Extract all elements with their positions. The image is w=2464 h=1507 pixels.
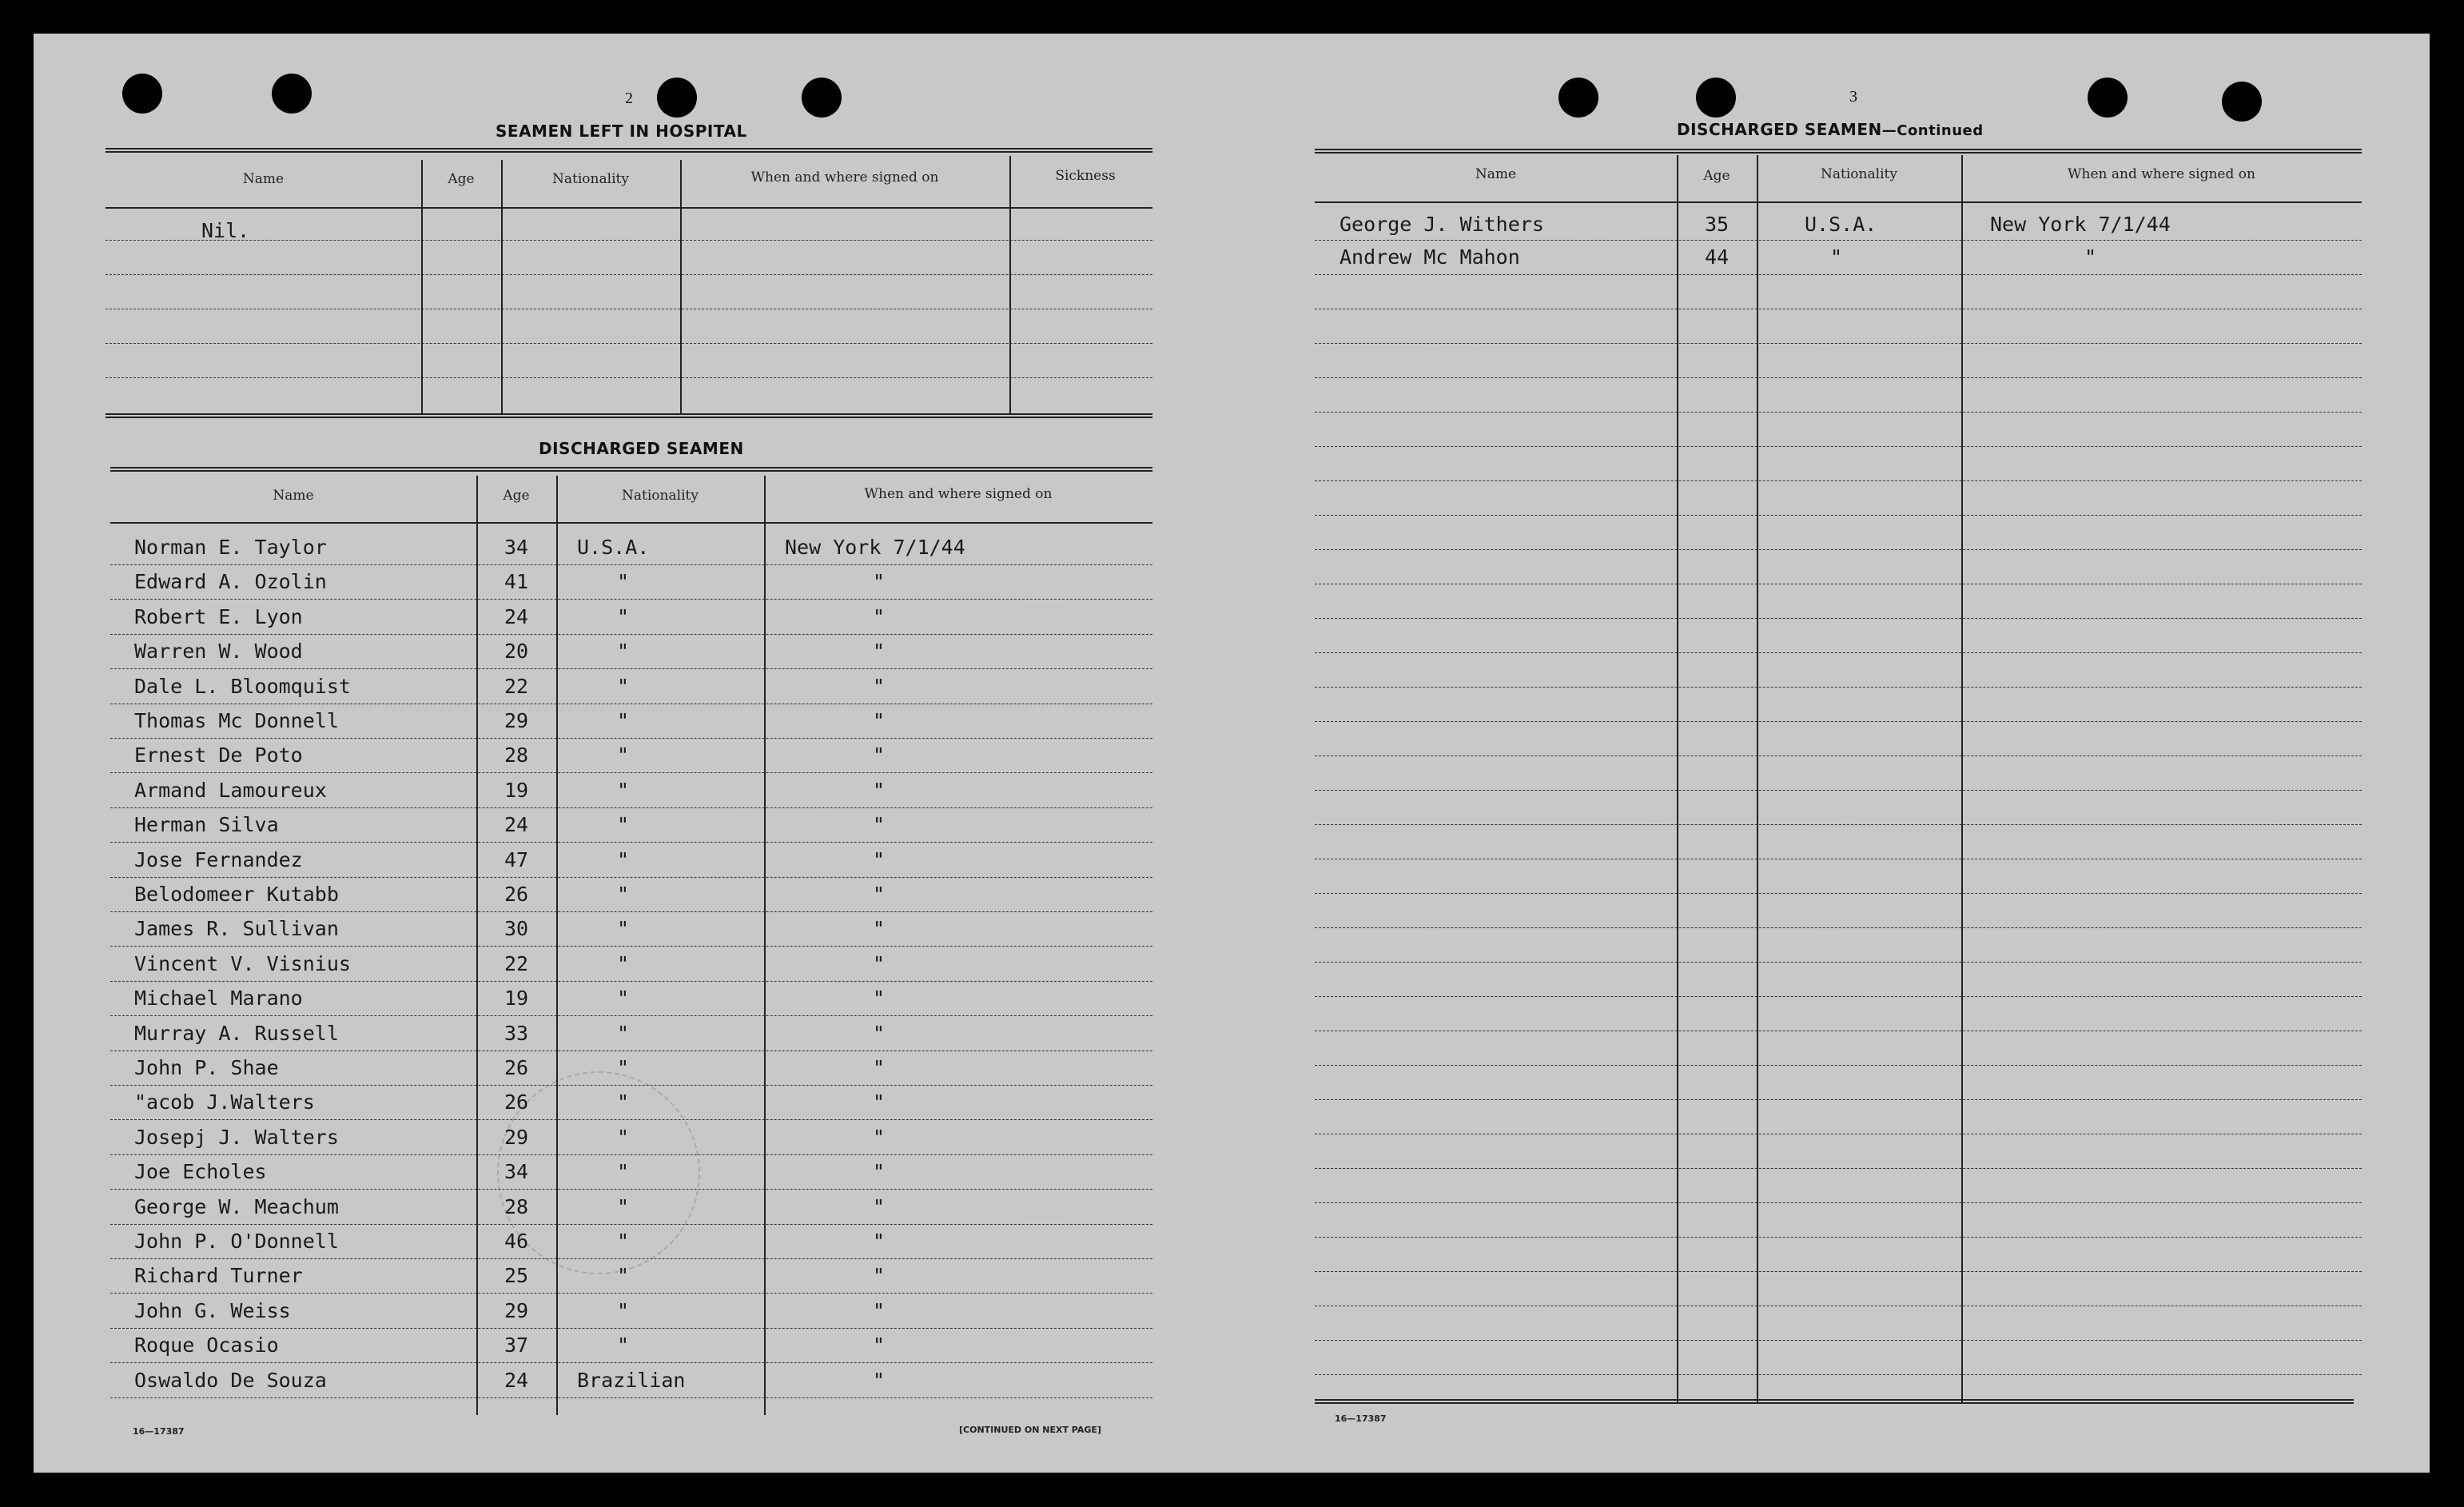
row-name: James R. Sullivan bbox=[134, 917, 339, 941]
row-signed-on: " bbox=[873, 883, 886, 906]
divider bbox=[105, 413, 1152, 418]
row-age: 37 bbox=[504, 1334, 529, 1357]
row-name: George W. Meachum bbox=[134, 1194, 339, 1218]
divider bbox=[1315, 1399, 2354, 1404]
rule bbox=[110, 599, 1152, 600]
row-name: Thomas Mc Donnell bbox=[134, 709, 339, 732]
row-name: Edward A. Ozolin bbox=[134, 570, 327, 594]
hospital-col-sickness: Sickness bbox=[1055, 168, 1116, 184]
punch-hole bbox=[802, 78, 842, 118]
row-signed-on: " bbox=[873, 951, 886, 975]
col-line bbox=[421, 160, 423, 413]
row-age: 24 bbox=[504, 1368, 529, 1392]
row-nationality: " bbox=[617, 1298, 630, 1322]
form-number-left: 16—17387 bbox=[133, 1426, 185, 1437]
row-age: 29 bbox=[504, 1125, 529, 1149]
rule bbox=[110, 668, 1152, 669]
discharged-section-title: DISCHARGED SEAMEN bbox=[539, 439, 744, 458]
row-nationality: " bbox=[617, 1160, 630, 1184]
row-nationality: " bbox=[617, 1194, 630, 1218]
rule bbox=[1315, 480, 2362, 481]
row-age: 47 bbox=[504, 847, 529, 871]
row-nationality: " bbox=[617, 951, 630, 975]
rule bbox=[110, 946, 1152, 947]
row-signed-on: " bbox=[873, 744, 886, 767]
rule bbox=[110, 1362, 1152, 1363]
punch-hole bbox=[1696, 78, 1736, 118]
row-signed-on: " bbox=[873, 1125, 886, 1149]
punch-hole bbox=[122, 74, 162, 114]
row-name: Josepj J. Walters bbox=[134, 1125, 339, 1149]
rule bbox=[1315, 1237, 2362, 1238]
row-name: Roque Ocasio bbox=[134, 1334, 279, 1357]
row-name: John P. Shae bbox=[134, 1056, 279, 1079]
rule bbox=[1315, 824, 2362, 825]
rule bbox=[110, 1328, 1152, 1329]
page-number-right: 3 bbox=[1849, 88, 1857, 106]
row-age: 26 bbox=[504, 883, 529, 906]
row-nationality: " bbox=[617, 1264, 630, 1288]
punch-hole bbox=[272, 74, 312, 114]
discharged-col-name: Name bbox=[273, 488, 314, 504]
row-name: George J. Withers bbox=[1339, 213, 1544, 236]
col-line bbox=[1961, 155, 1963, 1402]
row-signed-on: " bbox=[873, 1264, 886, 1288]
rule bbox=[110, 1397, 1152, 1398]
row-age: 19 bbox=[504, 987, 529, 1011]
rule bbox=[1315, 687, 2362, 688]
row-name: Armand Lamoureux bbox=[134, 778, 327, 802]
row-signed-on: " bbox=[873, 1230, 886, 1253]
row-signed-on: New York 7/1/44 bbox=[1990, 213, 2171, 236]
row-name: John P. O'Donnell bbox=[134, 1230, 339, 1253]
rule bbox=[1315, 721, 2362, 722]
row-name: Robert E. Lyon bbox=[134, 604, 303, 628]
rule bbox=[1315, 652, 2362, 653]
discharged-col-age: Age bbox=[503, 488, 530, 504]
rule bbox=[1315, 1374, 2362, 1375]
row-signed-on: " bbox=[873, 1056, 886, 1079]
hospital-col-name: Name bbox=[242, 171, 285, 187]
row-name: Michael Marano bbox=[134, 987, 303, 1011]
punch-hole bbox=[2088, 78, 2128, 118]
row-signed-on: " bbox=[873, 1194, 886, 1218]
row-signed-on: " bbox=[873, 1298, 886, 1322]
row-signed-on: " bbox=[873, 640, 886, 664]
row-nationality: " bbox=[617, 1021, 630, 1045]
rule bbox=[1315, 240, 2362, 241]
right-title-suffix: —Continued bbox=[1881, 122, 1984, 139]
row-name: Norman E. Taylor bbox=[134, 536, 327, 559]
row-age: 22 bbox=[504, 674, 529, 698]
row-age: 35 bbox=[1704, 213, 1730, 236]
row-nationality: " bbox=[617, 744, 630, 767]
row-signed-on: " bbox=[873, 1368, 886, 1392]
row-nationality: " bbox=[617, 1125, 630, 1149]
col-line bbox=[680, 160, 682, 413]
row-age: 28 bbox=[504, 744, 529, 767]
rule bbox=[1315, 1168, 2362, 1169]
col-line bbox=[1677, 155, 1678, 1402]
row-nationality: " bbox=[617, 778, 630, 802]
row-nationality: " bbox=[617, 847, 630, 871]
row-signed-on: " bbox=[873, 813, 886, 837]
divider bbox=[1315, 149, 2362, 153]
row-signed-on: " bbox=[873, 570, 886, 594]
discharged-col-signed-on: When and where signed on bbox=[864, 486, 1053, 502]
rule bbox=[1315, 377, 2362, 378]
row-signed-on: " bbox=[873, 709, 886, 732]
hospital-col-signed-on: When and where signed on bbox=[750, 169, 939, 185]
rule bbox=[110, 738, 1152, 739]
row-signed-on: " bbox=[873, 1090, 886, 1114]
divider bbox=[110, 522, 1152, 524]
rule bbox=[1315, 1340, 2362, 1341]
row-name: John G. Weiss bbox=[134, 1298, 291, 1322]
row-age: 29 bbox=[504, 1298, 529, 1322]
row-name: Andrew Mc Mahon bbox=[1339, 245, 1520, 269]
discharged-col-nationality: Nationality bbox=[622, 488, 699, 504]
right-section-title bbox=[1677, 120, 1984, 139]
row-nationality: " bbox=[617, 1334, 630, 1357]
hospital-entry: Nil. bbox=[201, 219, 250, 242]
rule bbox=[1315, 893, 2362, 894]
row-nationality: " bbox=[617, 709, 630, 732]
rule bbox=[1315, 1202, 2362, 1203]
rule bbox=[1315, 962, 2362, 963]
row-nationality: " bbox=[617, 987, 630, 1011]
hospital-col-age: Age bbox=[448, 171, 475, 187]
rule bbox=[1315, 1271, 2362, 1272]
rule bbox=[110, 1015, 1152, 1016]
rule bbox=[1315, 618, 2362, 619]
row-name: Murray A. Russell bbox=[134, 1021, 339, 1045]
right-col-name: Name bbox=[1475, 166, 1517, 182]
row-name: Belodomeer Kutabb bbox=[134, 883, 339, 906]
row-nationality: " bbox=[1830, 245, 1843, 269]
rule bbox=[105, 377, 1152, 378]
rule bbox=[1315, 755, 2362, 756]
row-nationality: " bbox=[617, 640, 630, 664]
rule bbox=[110, 772, 1152, 773]
row-signed-on: " bbox=[873, 604, 886, 628]
row-age: 24 bbox=[504, 604, 529, 628]
row-nationality: " bbox=[617, 917, 630, 941]
row-name: Warren W. Wood bbox=[134, 640, 303, 664]
row-name: Oswaldo De Souza bbox=[134, 1368, 327, 1392]
row-signed-on: " bbox=[873, 847, 886, 871]
page-number-left: 2 bbox=[625, 90, 633, 107]
row-signed-on: " bbox=[873, 1160, 886, 1184]
row-signed-on: " bbox=[873, 1334, 886, 1357]
rule bbox=[110, 842, 1152, 843]
right-col-signed-on: When and where signed on bbox=[2068, 166, 2255, 182]
divider bbox=[1315, 201, 2362, 203]
rule bbox=[105, 240, 1152, 241]
rule bbox=[1315, 515, 2362, 516]
row-age: 22 bbox=[504, 951, 529, 975]
rule bbox=[1315, 1065, 2362, 1066]
rule bbox=[1315, 412, 2362, 413]
row-age: 34 bbox=[504, 536, 529, 559]
punch-hole bbox=[1558, 78, 1598, 118]
row-age: 29 bbox=[504, 709, 529, 732]
hospital-section-title: SEAMEN LEFT IN HOSPITAL bbox=[496, 122, 747, 141]
row-nationality: " bbox=[617, 1090, 630, 1114]
continued-note: [CONTINUED ON NEXT PAGE] bbox=[959, 1425, 1101, 1435]
row-signed-on: " bbox=[873, 1021, 886, 1045]
col-line bbox=[1757, 155, 1758, 1402]
row-age: 46 bbox=[504, 1230, 529, 1253]
rule bbox=[110, 807, 1152, 808]
row-signed-on: " bbox=[873, 917, 886, 941]
divider bbox=[110, 467, 1152, 472]
row-age: 41 bbox=[504, 570, 529, 594]
row-name: Dale L. Bloomquist bbox=[134, 674, 351, 698]
rule bbox=[1315, 343, 2362, 344]
row-name: Ernest De Poto bbox=[134, 744, 303, 767]
rule bbox=[110, 911, 1152, 912]
row-nationality: " bbox=[617, 570, 630, 594]
divider bbox=[105, 148, 1152, 153]
form-number-right: 16—17387 bbox=[1335, 1413, 1387, 1424]
row-name: Richard Turner bbox=[134, 1264, 303, 1288]
row-nationality: " bbox=[617, 813, 630, 837]
rule bbox=[1315, 549, 2362, 550]
row-nationality: Brazilian bbox=[577, 1368, 686, 1392]
right-col-nationality: Nationality bbox=[1821, 166, 1897, 182]
row-nationality: " bbox=[617, 1230, 630, 1253]
row-age: 34 bbox=[504, 1160, 529, 1184]
row-name: "acob J.Walters bbox=[134, 1090, 315, 1114]
rule bbox=[1315, 927, 2362, 928]
row-age: 26 bbox=[504, 1090, 529, 1114]
row-age: 24 bbox=[504, 813, 529, 837]
rule bbox=[110, 1293, 1152, 1294]
rule bbox=[1315, 996, 2362, 997]
rule bbox=[1315, 790, 2362, 791]
row-signed-on: " bbox=[873, 778, 886, 802]
col-line bbox=[501, 160, 503, 413]
punch-hole bbox=[657, 78, 697, 118]
row-nationality: U.S.A. bbox=[577, 536, 650, 559]
rule bbox=[110, 634, 1152, 635]
faint-stamp bbox=[497, 1071, 700, 1274]
row-signed-on: " bbox=[873, 674, 886, 698]
rule bbox=[1315, 1099, 2362, 1100]
punch-hole bbox=[2222, 82, 2262, 122]
row-age: 44 bbox=[1704, 245, 1730, 269]
row-nationality: U.S.A. bbox=[1805, 213, 1877, 236]
rule bbox=[110, 564, 1152, 565]
row-nationality: " bbox=[617, 1056, 630, 1079]
rule bbox=[110, 981, 1152, 982]
row-nationality: " bbox=[617, 604, 630, 628]
row-age: 26 bbox=[504, 1056, 529, 1079]
row-age: 30 bbox=[504, 917, 529, 941]
row-name: Vincent V. Visnius bbox=[134, 951, 351, 975]
col-line bbox=[1009, 156, 1011, 413]
rule bbox=[105, 343, 1152, 344]
row-signed-on: " bbox=[873, 987, 886, 1011]
row-name: Joe Echoles bbox=[134, 1160, 267, 1184]
row-name: Herman Silva bbox=[134, 813, 279, 837]
rule bbox=[1315, 446, 2362, 447]
rule bbox=[1315, 274, 2362, 275]
right-col-age: Age bbox=[1703, 168, 1730, 184]
row-nationality: " bbox=[617, 674, 630, 698]
hospital-col-nationality: Nationality bbox=[552, 171, 629, 187]
row-nationality: " bbox=[617, 883, 630, 906]
right-title-main: DISCHARGED SEAMEN bbox=[1677, 120, 1882, 139]
document-sheet bbox=[34, 34, 2430, 1473]
row-age: 28 bbox=[504, 1194, 529, 1218]
row-age: 19 bbox=[504, 778, 529, 802]
rule bbox=[110, 877, 1152, 878]
row-name: Jose Fernandez bbox=[134, 847, 303, 871]
row-signed-on: New York 7/1/44 bbox=[785, 536, 965, 559]
row-age: 33 bbox=[504, 1021, 529, 1045]
row-age: 20 bbox=[504, 640, 529, 664]
rule bbox=[105, 274, 1152, 275]
row-age: 25 bbox=[504, 1264, 529, 1288]
divider bbox=[105, 207, 1152, 209]
row-signed-on: " bbox=[2084, 245, 2097, 269]
